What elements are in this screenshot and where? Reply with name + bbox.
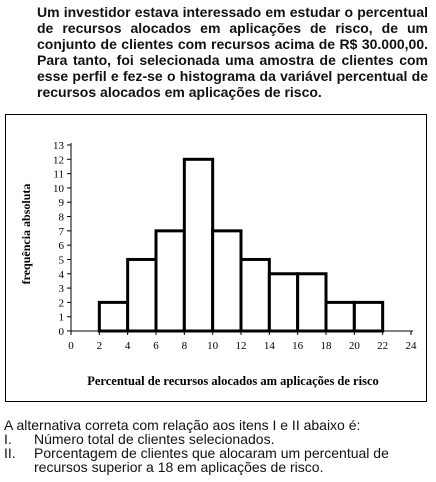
histogram-bar-8 xyxy=(298,274,326,331)
histogram-bars xyxy=(99,159,382,331)
histogram-bar-7 xyxy=(269,274,297,331)
y-tick-label: 0 xyxy=(58,326,64,338)
histogram-bar-6 xyxy=(241,259,269,331)
x-tick-label: 12 xyxy=(235,340,247,352)
y-tick-label: 8 xyxy=(58,211,64,224)
histogram-bar-9 xyxy=(326,302,354,331)
x-tick-label: 8 xyxy=(181,340,188,352)
x-tick-label: 24 xyxy=(405,340,417,352)
question-item-2 xyxy=(4,446,430,474)
item-2-text: Porcentagem de clientes que alocaram um percentual de recursos superior a 18 em aplicações de risco. xyxy=(34,445,389,475)
y-tick-label: 6 xyxy=(58,240,64,253)
x-tick-label: 22 xyxy=(377,340,389,352)
x-tick-label: 10 xyxy=(207,340,219,352)
x-tick-labels xyxy=(68,331,417,352)
question-item-1 xyxy=(4,432,430,446)
x-tick-label: 0 xyxy=(68,340,74,352)
histogram-bar-5 xyxy=(213,231,241,331)
item-2-number: II. xyxy=(4,445,16,461)
y-tick-label: 11 xyxy=(53,168,64,181)
y-tick-labels xyxy=(53,140,71,338)
y-tick-label: 2 xyxy=(58,297,64,310)
y-tick-label: 13 xyxy=(53,140,64,152)
intro-paragraph: Um investidor estava interessado em estudar o percentual de recursos alocados em aplicações de risco, de um conjunto de clientes com recursos acima de R$ 30.000,00. Para tanto, foi selecionada uma amostra de clientes com esse perfil e fez-se o histograma da variável percentual de recursos alocados em aplicações de risco. xyxy=(37,4,428,100)
y-tick-label: 4 xyxy=(58,268,64,281)
y-tick-label: 7 xyxy=(58,225,64,238)
item-1-number: I. xyxy=(4,431,12,447)
histogram-figure xyxy=(5,114,427,402)
x-tick-label: 20 xyxy=(348,340,360,352)
question-stem: A alternativa correta com relação aos itens I e II abaixo é: xyxy=(4,417,361,433)
x-tick-label: 4 xyxy=(124,340,131,352)
histogram-bar-1 xyxy=(99,302,127,331)
item-1-text: Número total de clientes selecionados. xyxy=(34,431,275,447)
y-axis-label: frequência absoluta xyxy=(19,183,33,285)
x-tick-label: 2 xyxy=(96,340,103,352)
y-tick-label: 3 xyxy=(58,283,64,296)
question-block xyxy=(4,418,430,474)
histogram-bar-3 xyxy=(156,231,184,331)
histogram-bar-4 xyxy=(184,159,212,331)
x-tick-label: 16 xyxy=(292,340,304,352)
y-tick-label: 10 xyxy=(53,182,64,195)
x-tick-label: 18 xyxy=(320,340,332,352)
y-tick-label: 5 xyxy=(58,254,64,267)
y-tick-label: 1 xyxy=(58,311,64,324)
histogram-bar-2 xyxy=(128,259,156,331)
histogram-chart xyxy=(6,115,426,401)
x-axis-label: Percentual de recursos alocados am aplicações de risco xyxy=(87,374,379,388)
x-tick-label: 6 xyxy=(153,340,159,352)
histogram-bar-10 xyxy=(354,302,382,331)
y-tick-label: 12 xyxy=(53,154,64,167)
y-tick-label: 9 xyxy=(58,197,64,210)
x-tick-label: 14 xyxy=(263,340,275,352)
